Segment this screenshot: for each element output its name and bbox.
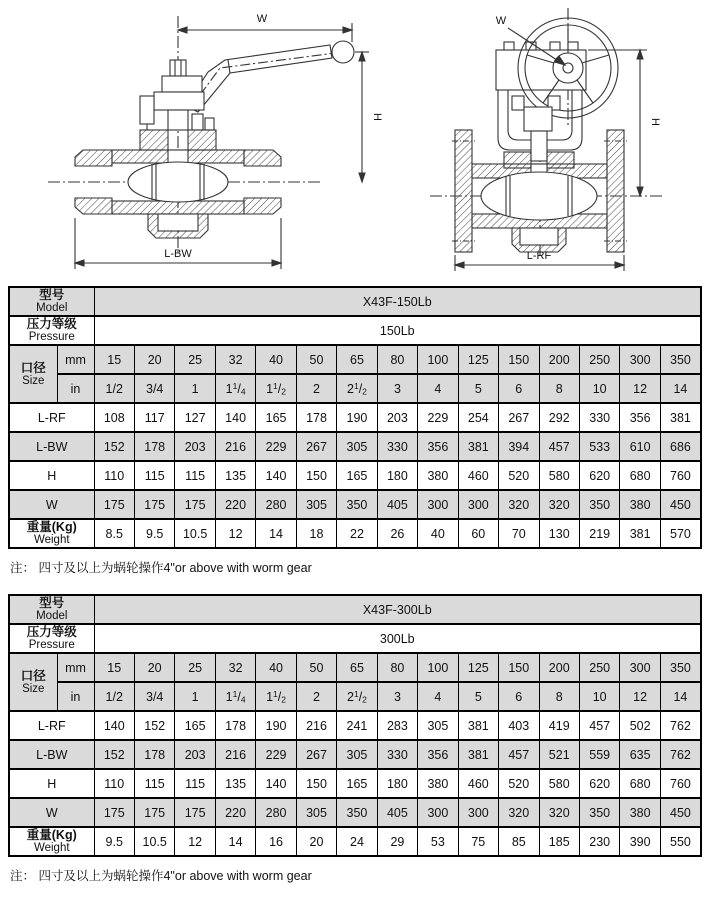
dim-value: 180 <box>377 769 417 798</box>
dim-value: 381 <box>458 432 498 461</box>
size-mm-value: 32 <box>215 653 255 682</box>
dim-value: 292 <box>539 403 579 432</box>
dim-value: 152 <box>134 711 174 740</box>
dim-value: 203 <box>175 432 215 461</box>
size-in-value: 10 <box>579 374 619 403</box>
table-row <box>9 624 701 653</box>
dim-value: 14 <box>215 827 255 856</box>
size-mm-value: 300 <box>620 653 660 682</box>
pressure-row-label: 压力等级 Pressure <box>9 624 94 653</box>
size-in-value: $1^1/4$ <box>215 682 255 711</box>
dim-value: 115 <box>134 461 174 490</box>
dim-value: 8.5 <box>94 519 134 548</box>
size-mm-value: 350 <box>660 345 701 374</box>
size-mm-value: 250 <box>579 653 619 682</box>
dim-value: 26 <box>377 519 417 548</box>
dim-value: 550 <box>660 827 701 856</box>
dim-value: 229 <box>418 403 458 432</box>
dim-value: 190 <box>256 711 296 740</box>
size-mm-value: 125 <box>458 653 498 682</box>
pressure-row-label: 压力等级 Pressure <box>9 316 94 345</box>
dim-row-label: W <box>9 490 94 519</box>
dim-value: 680 <box>620 461 660 490</box>
dim-value: 457 <box>539 432 579 461</box>
size-mm-value: 50 <box>296 345 336 374</box>
table-row <box>9 711 701 740</box>
dim-value: 330 <box>579 403 619 432</box>
dim-value: 180 <box>377 461 417 490</box>
dim-value: 152 <box>94 740 134 769</box>
table-row <box>9 287 701 316</box>
dim-value: 680 <box>620 769 660 798</box>
dim-value: 330 <box>377 432 417 461</box>
size-mm-value: 65 <box>337 653 377 682</box>
dim-value: 350 <box>579 490 619 519</box>
dim-value: 305 <box>337 740 377 769</box>
unit-mm-label: mm <box>57 345 94 374</box>
size-mm-value: 300 <box>620 345 660 374</box>
size-mm-value: 20 <box>134 653 174 682</box>
dim-value: 457 <box>579 711 619 740</box>
gear-valve-drawing <box>400 0 710 286</box>
table-row <box>9 682 701 711</box>
dim-value: 140 <box>256 461 296 490</box>
dim-value: 165 <box>175 711 215 740</box>
size-mm-value: 15 <box>94 345 134 374</box>
dim-value: 381 <box>458 711 498 740</box>
spec-table <box>8 286 702 549</box>
dim-value: 320 <box>539 798 579 827</box>
dim-value: 350 <box>337 798 377 827</box>
table-row <box>9 345 701 374</box>
dim-value: 356 <box>418 740 458 769</box>
dim-value: 521 <box>539 740 579 769</box>
dim-value: 356 <box>418 432 458 461</box>
size-in-value: $2^1/2$ <box>337 682 377 711</box>
table-row <box>9 519 701 548</box>
ball <box>128 162 228 202</box>
dim-label-lbw: L-BW <box>164 248 192 260</box>
dim-value: 135 <box>215 769 255 798</box>
table-row <box>9 316 701 345</box>
unit-in-label: in <box>57 682 94 711</box>
dim-value: 760 <box>660 769 701 798</box>
dim-value: 380 <box>418 769 458 798</box>
spec-table-300lb <box>8 594 702 857</box>
dim-value: 305 <box>418 711 458 740</box>
model-value: X43F-300Lb <box>94 595 701 624</box>
size-mm-value: 25 <box>175 653 215 682</box>
dim-value: 300 <box>458 490 498 519</box>
size-mm-value: 125 <box>458 345 498 374</box>
dim-value: 150 <box>296 461 336 490</box>
dim-value: 9.5 <box>134 519 174 548</box>
size-in-value: 6 <box>499 374 539 403</box>
size-in-value: 4 <box>418 682 458 711</box>
dim-value: 53 <box>418 827 458 856</box>
table-row <box>9 490 701 519</box>
note-300lb: 注： 四寸及以上为蜗轮操作4"or above with worm gear <box>10 869 312 883</box>
table-row <box>9 374 701 403</box>
size-mm-value: 350 <box>660 653 701 682</box>
stem-assembly <box>140 60 214 130</box>
size-in-value: 8 <box>539 682 579 711</box>
dim-value: 190 <box>337 403 377 432</box>
size-in-value: 5 <box>458 374 498 403</box>
dim-value: 419 <box>539 711 579 740</box>
dim-value: 460 <box>458 461 498 490</box>
lever-handle <box>186 41 354 112</box>
dim-value: 320 <box>499 490 539 519</box>
dim-value: 16 <box>256 827 296 856</box>
dim-value: 305 <box>296 490 336 519</box>
dim-row-label: L-BW <box>9 432 94 461</box>
dim-value: 686 <box>660 432 701 461</box>
dim-value: 460 <box>458 769 498 798</box>
dim-value: 403 <box>499 711 539 740</box>
dim-value: 762 <box>660 711 701 740</box>
dim-row-label: L-RF <box>9 711 94 740</box>
dim-value: 108 <box>94 403 134 432</box>
dim-value: 570 <box>660 519 701 548</box>
size-in-value: $2^1/2$ <box>337 374 377 403</box>
dim-value: 117 <box>134 403 174 432</box>
dim-value: 610 <box>620 432 660 461</box>
dim-value: 70 <box>499 519 539 548</box>
dimension-h <box>355 52 369 182</box>
dim-value: 220 <box>215 490 255 519</box>
table-row <box>9 769 701 798</box>
dim-value: 305 <box>337 432 377 461</box>
dim-value: 216 <box>296 711 336 740</box>
dim-value: 10.5 <box>175 519 215 548</box>
dim-label-lrf: L-RF <box>526 250 552 262</box>
dim-value: 20 <box>296 827 336 856</box>
size-in-value: $1^1/4$ <box>215 374 255 403</box>
dim-value: 165 <box>337 769 377 798</box>
dim-value: 620 <box>579 769 619 798</box>
dim-value: 75 <box>458 827 498 856</box>
size-in-value: 6 <box>499 682 539 711</box>
dim-value: 267 <box>296 740 336 769</box>
dim-row-label: 重量(Kg) Weight <box>9 827 94 856</box>
dim-value: 356 <box>620 403 660 432</box>
table-row <box>9 740 701 769</box>
size-mm-value: 25 <box>175 345 215 374</box>
dim-value: 450 <box>660 798 701 827</box>
dim-value: 533 <box>579 432 619 461</box>
size-mm-value: 150 <box>499 653 539 682</box>
size-mm-value: 100 <box>418 345 458 374</box>
dim-value: 580 <box>539 769 579 798</box>
dim-value: 620 <box>579 461 619 490</box>
dim-value: 14 <box>256 519 296 548</box>
table-row <box>9 827 701 856</box>
dim-value: 241 <box>337 711 377 740</box>
dim-value: 280 <box>256 490 296 519</box>
dim-value: 502 <box>620 711 660 740</box>
dim-value: 127 <box>175 403 215 432</box>
note-150lb: 注： 四寸及以上为蜗轮操作4"or above with worm gear <box>10 561 312 575</box>
dim-value: 22 <box>337 519 377 548</box>
dim-value: 10.5 <box>134 827 174 856</box>
dim-value: 140 <box>94 711 134 740</box>
table-row <box>9 403 701 432</box>
dim-value: 559 <box>579 740 619 769</box>
dim-value: 178 <box>134 432 174 461</box>
size-in-value: $1^1/2$ <box>256 374 296 403</box>
dim-value: 229 <box>256 432 296 461</box>
dim-value: 300 <box>458 798 498 827</box>
dim-value: 175 <box>94 798 134 827</box>
dim-value: 60 <box>458 519 498 548</box>
spec-table <box>8 594 702 857</box>
dim-value: 110 <box>94 461 134 490</box>
dim-value: 520 <box>499 461 539 490</box>
dim-value: 203 <box>377 403 417 432</box>
table-row <box>9 461 701 490</box>
bottom-boss <box>512 228 566 252</box>
ball <box>481 172 597 220</box>
dim-value: 12 <box>215 519 255 548</box>
dim-value: 29 <box>377 827 417 856</box>
dim-value: 165 <box>337 461 377 490</box>
dim-row-label: 重量(Kg) Weight <box>9 519 94 548</box>
size-mm-value: 150 <box>499 345 539 374</box>
dim-value: 300 <box>418 798 458 827</box>
dim-value: 115 <box>175 461 215 490</box>
size-in-value: 14 <box>660 682 701 711</box>
size-mm-value: 32 <box>215 345 255 374</box>
size-in-value: 12 <box>620 374 660 403</box>
model-value: X43F-150Lb <box>94 287 701 316</box>
dim-value: 330 <box>377 740 417 769</box>
dim-value: 267 <box>499 403 539 432</box>
size-mm-value: 65 <box>337 345 377 374</box>
dimension-w <box>178 23 352 42</box>
dim-value: 115 <box>175 769 215 798</box>
size-mm-value: 250 <box>579 345 619 374</box>
dim-value: 320 <box>539 490 579 519</box>
dim-value: 450 <box>660 490 701 519</box>
spec-table-150lb <box>8 286 702 549</box>
lever-valve-drawing <box>0 0 400 286</box>
dim-value: 381 <box>660 403 701 432</box>
model-row-label: 型号 Model <box>9 595 94 624</box>
dim-value: 85 <box>499 827 539 856</box>
dim-value: 320 <box>499 798 539 827</box>
dim-value: 580 <box>539 461 579 490</box>
dim-value: 219 <box>579 519 619 548</box>
dim-row-label: H <box>9 461 94 490</box>
dim-value: 203 <box>175 740 215 769</box>
bottom-boss <box>148 214 208 238</box>
valve-drawings <box>0 0 710 286</box>
size-mm-value: 200 <box>539 345 579 374</box>
dim-label-h: H <box>371 113 383 121</box>
dim-value: 760 <box>660 461 701 490</box>
dim-value: 635 <box>620 740 660 769</box>
size-mm-value: 15 <box>94 653 134 682</box>
dim-value: 216 <box>215 432 255 461</box>
dim-value: 380 <box>620 490 660 519</box>
dim-value: 175 <box>134 490 174 519</box>
dim-value: 140 <box>256 769 296 798</box>
size-mm-value: 200 <box>539 653 579 682</box>
size-in-value: 3/4 <box>134 682 174 711</box>
size-mm-value: 80 <box>377 345 417 374</box>
dim-value: 9.5 <box>94 827 134 856</box>
size-in-value: 3/4 <box>134 374 174 403</box>
dim-value: 350 <box>337 490 377 519</box>
dim-value: 267 <box>296 432 336 461</box>
dim-value: 405 <box>377 798 417 827</box>
unit-mm-label: mm <box>57 653 94 682</box>
dim-value: 175 <box>134 798 174 827</box>
dim-value: 216 <box>215 740 255 769</box>
handle-knob <box>332 41 354 63</box>
dim-value: 350 <box>579 798 619 827</box>
dim-value: 381 <box>458 740 498 769</box>
size-in-value: 10 <box>579 682 619 711</box>
dim-value: 762 <box>660 740 701 769</box>
unit-in-label: in <box>57 374 94 403</box>
size-mm-value: 100 <box>418 653 458 682</box>
table-row <box>9 595 701 624</box>
dim-value: 300 <box>418 490 458 519</box>
dim-value: 175 <box>175 798 215 827</box>
size-in-value: 14 <box>660 374 701 403</box>
table-row <box>9 432 701 461</box>
dim-label-h: H <box>649 118 661 126</box>
size-in-value: 2 <box>296 374 336 403</box>
dim-value: 185 <box>539 827 579 856</box>
size-in-value: 1 <box>175 682 215 711</box>
dim-value: 380 <box>620 798 660 827</box>
size-in-value: 12 <box>620 682 660 711</box>
dim-value: 115 <box>134 769 174 798</box>
dim-value: 150 <box>296 769 336 798</box>
size-in-value: 1/2 <box>94 374 134 403</box>
dim-value: 520 <box>499 769 539 798</box>
dim-value: 130 <box>539 519 579 548</box>
dim-row-label: W <box>9 798 94 827</box>
dim-value: 381 <box>620 519 660 548</box>
dim-value: 283 <box>377 711 417 740</box>
dim-label-w: W <box>495 15 507 27</box>
dim-value: 280 <box>256 798 296 827</box>
dim-value: 178 <box>296 403 336 432</box>
table-row <box>9 653 701 682</box>
size-mm-value: 40 <box>256 653 296 682</box>
dim-value: 175 <box>175 490 215 519</box>
dim-value: 165 <box>256 403 296 432</box>
dim-value: 24 <box>337 827 377 856</box>
dim-row-label: L-BW <box>9 740 94 769</box>
dim-value: 305 <box>296 798 336 827</box>
dim-value: 254 <box>458 403 498 432</box>
size-mm-value: 50 <box>296 653 336 682</box>
size-in-value: 3 <box>377 682 417 711</box>
size-in-value: 4 <box>418 374 458 403</box>
size-in-value: 5 <box>458 682 498 711</box>
size-in-value: 1/2 <box>94 682 134 711</box>
model-row-label: 型号 Model <box>9 287 94 316</box>
size-mm-value: 20 <box>134 345 174 374</box>
size-in-value: 1 <box>175 374 215 403</box>
dim-value: 178 <box>134 740 174 769</box>
pressure-value: 300Lb <box>94 624 701 653</box>
dim-value: 110 <box>94 769 134 798</box>
dim-value: 230 <box>579 827 619 856</box>
dim-value: 40 <box>418 519 458 548</box>
size-in-value: 8 <box>539 374 579 403</box>
size-mm-value: 80 <box>377 653 417 682</box>
size-in-value: $1^1/2$ <box>256 682 296 711</box>
dim-value: 390 <box>620 827 660 856</box>
pressure-value: 150Lb <box>94 316 701 345</box>
dim-row-label: L-RF <box>9 403 94 432</box>
dim-value: 394 <box>499 432 539 461</box>
dim-value: 229 <box>256 740 296 769</box>
dim-label-w: W <box>256 13 268 25</box>
dim-value: 12 <box>175 827 215 856</box>
dim-value: 405 <box>377 490 417 519</box>
size-in-value: 2 <box>296 682 336 711</box>
dim-value: 220 <box>215 798 255 827</box>
dim-value: 175 <box>94 490 134 519</box>
dim-row-label: H <box>9 769 94 798</box>
dim-value: 152 <box>94 432 134 461</box>
size-in-value: 3 <box>377 374 417 403</box>
dim-value: 178 <box>215 711 255 740</box>
table-row <box>9 798 701 827</box>
dim-value: 135 <box>215 461 255 490</box>
dim-value: 380 <box>418 461 458 490</box>
dim-value: 140 <box>215 403 255 432</box>
dim-value: 18 <box>296 519 336 548</box>
size-mm-value: 40 <box>256 345 296 374</box>
size-row-label: 口径 Size <box>9 653 57 711</box>
size-row-label: 口径 Size <box>9 345 57 403</box>
dim-value: 457 <box>499 740 539 769</box>
